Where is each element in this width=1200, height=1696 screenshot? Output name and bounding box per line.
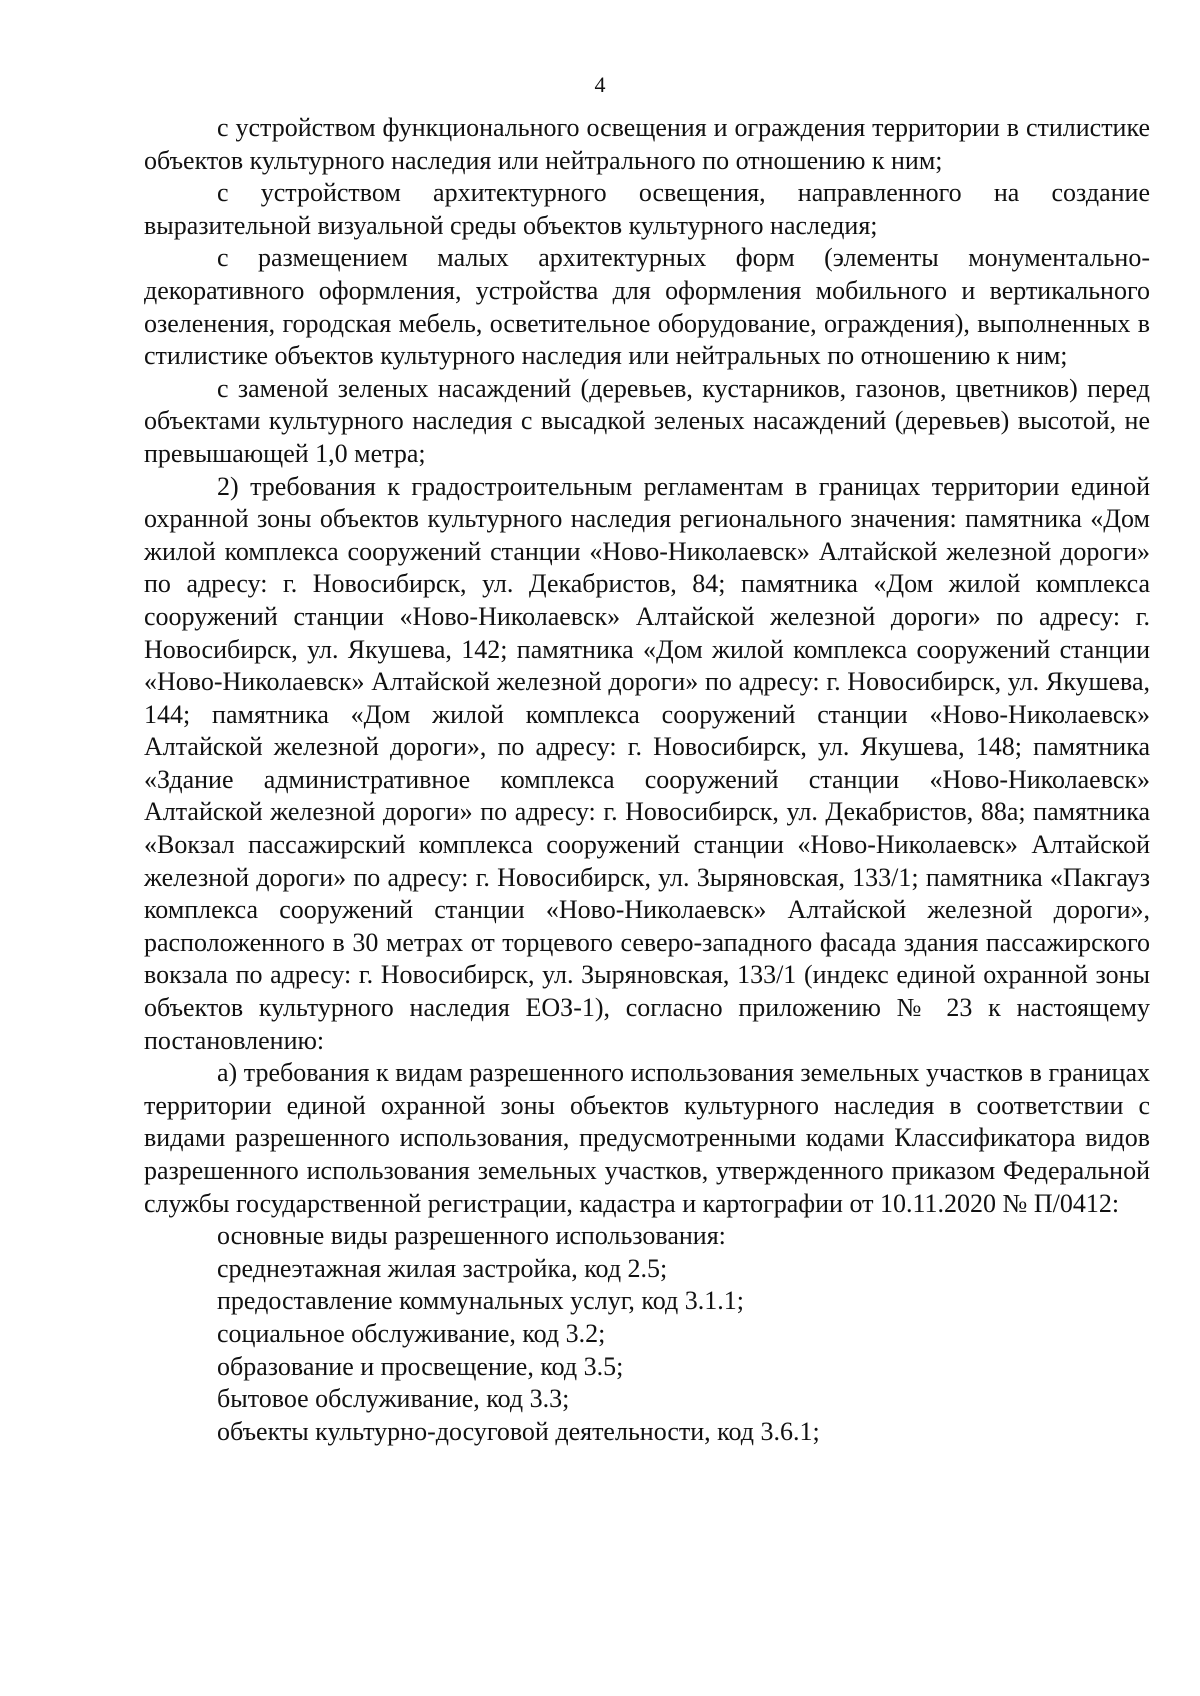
list-item-utilities: предоставление коммунальных услуг, код 3.1.1; (217, 1286, 744, 1316)
list-item-cultural-leisure: объекты культурно-досуговой деятельности, код 3.6.1; (217, 1416, 820, 1446)
paragraph-permitted-use: а) требования к видам разрешенного использования земельных участков в границах территории единой охранной зоны объектов культурного наследия в соответствии с видами разрешенного использования, предусмотренными кодами Классификатора видов разрешенного использования земельных участков, утвержденного приказом Федеральной службы государственной регистрации, кадастра и картографии от 10.11.2020 № П/0412: (144, 1058, 1150, 1218)
list-item-household-services: бытовое обслуживание, код 3.3; (217, 1384, 570, 1414)
paragraph-requirements-zone: 2) требования к градостроительным регламентам в границах территории единой охранной зоны объектов культурного наследия регионального значения: памятника «Дом жилой комплекса сооружений станции «Ново-Николаевск» Алтайской железной дороги» по адресу: г. Новосибирск, ул. Декабристов, 84; памятника «Дом жилой комплекса сооружений станции «Ново-Николаевск» Алтайской железной дороги» по адресу: г. Новосибирск, ул. Якушева, 142; памятника «Дом жилой комплекса сооружений станции «Ново-Николаевск» Алтайской железной дороги» по адресу: г. Новосибирск, ул. Якушева, 144; памятника «Дом жилой комплекса сооружений станции «Ново-Николаевск» Алтайской железной дороги», по адресу: г. Новосибирск, ул. Якушева, 148; памятника «Здание административное комплекса сооружений станции «Ново-Николаевск» Алтайской железной дороги» по адресу: г. Новосибирск, ул. Декабристов, 88а; памятника «Вокзал пассажирский комплекса сооружений станции «Ново-Николаевск» Алтайской железной дороги» по адресу: г. Новосибирск, ул. Зыряновская, 133/1; памятника «Пакгауз комплекса сооружений станции «Ново-Николаевск» Алтайской железной дороги», расположенного в 30 метрах от торцевого северо-западного фасада здания пассажирского вокзала по адресу: г. Новосибирск, ул. Зыряновская, 133/1 (индекс единой охранной зоны объектов культурного наследия ЕОЗ-1), согласно приложению № 23 к настоящему постановлению: (144, 471, 1150, 1055)
list-item-main-uses: основные виды разрешенного использования: (217, 1221, 726, 1251)
paragraph-green-plantings: с заменой зеленых насаждений (деревьев, кустарников, газонов, цветников) перед объектами культурного наследия с высадкой зеленых насаждений (деревьев) высотой, не превышающей 1,0 метра; (144, 373, 1150, 468)
paragraph-architectural-lighting: с устройством архитектурного освещения, направленного на создание выразительной визуальной среды объектов культурного наследия; (144, 178, 1150, 240)
list-item-social-services: социальное обслуживание, код 3.2; (217, 1318, 606, 1348)
list-item-mid-rise-housing: среднеэтажная жилая застройка, код 2.5; (217, 1253, 668, 1283)
document-body (144, 112, 1150, 1448)
paragraph-small-architectural-forms: с размещением малых архитектурных форм (элементы монументально-декоративного оформления, устройства для оформления мобильного и вертикального озеленения, городская мебель, осветительное оборудование, ограждения), выполненных в стилистике объектов культурного наследия или нейтральных по отношению к ним; (144, 243, 1150, 371)
page-number: 4 (594, 72, 606, 97)
paragraph-functional-lighting: с устройством функционального освещения и ограждения территории в стилистике объектов культурного наследия или нейтрального по отношению к ним; (144, 113, 1150, 175)
list-item-education: образование и просвещение, код 3.5; (217, 1351, 624, 1381)
